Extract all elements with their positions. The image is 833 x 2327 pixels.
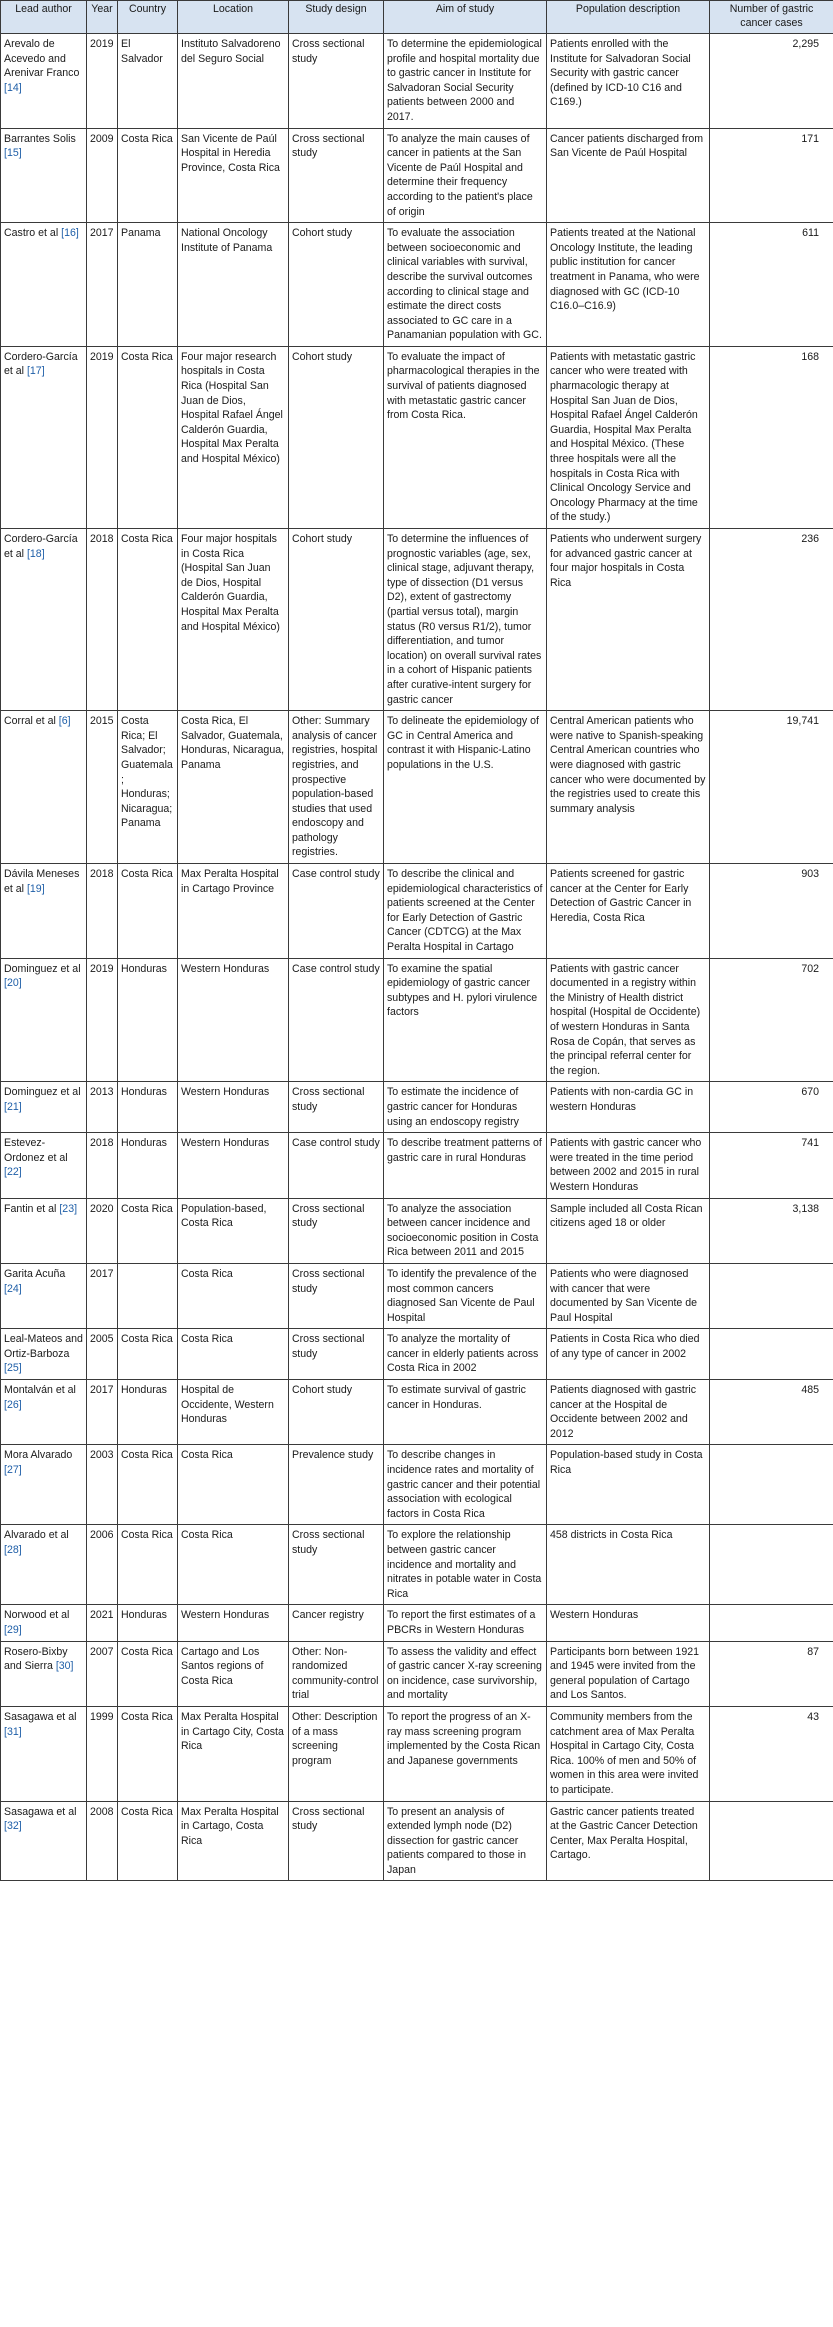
- country-cell: Costa Rica: [118, 864, 178, 959]
- location-cell: Cartago and Los Santos regions of Costa Rica: [178, 1641, 289, 1706]
- table-body: [1, 34, 833, 1881]
- study-design-cell: Cross sectional study: [289, 1801, 384, 1881]
- header-aim: Aim of study: [384, 1, 547, 34]
- lead-author-name: Corral et al: [4, 715, 59, 728]
- table-row: [1, 529, 833, 711]
- location-cell: Instituto Salvadoreno del Seguro Social: [178, 34, 289, 129]
- study-design-cell: Other: Description of a mass screening program: [289, 1706, 384, 1801]
- lead-author-cell: [1, 34, 87, 129]
- reference-link[interactable]: [26]: [4, 1398, 22, 1411]
- table-row: [1, 1605, 833, 1641]
- table-row: [1, 1198, 833, 1263]
- study-design-cell: Case control study: [289, 864, 384, 959]
- reference-link[interactable]: [25]: [4, 1362, 22, 1375]
- year-cell: 2018: [87, 864, 118, 959]
- cases-cell: [710, 1605, 833, 1641]
- cases-cell: [710, 1525, 833, 1605]
- study-design-cell: Cross sectional study: [289, 128, 384, 223]
- lead-author-name: Rosero-Bixby and Sierra: [4, 1645, 68, 1673]
- population-cell: Patients who underwent surgery for advanced gastric cancer at four major hospitals in Costa Rica: [547, 529, 710, 711]
- country-cell: Honduras: [118, 1133, 178, 1198]
- lead-author-cell: [1, 711, 87, 864]
- lead-author-name: Cordero-García et al: [4, 350, 78, 378]
- population-cell: Central American patients who were native to Spanish-speaking Central American countries who were diagnosed with gastric cancer who were documented by the registries used to create this summary analysis: [547, 711, 710, 864]
- aim-cell: To describe the clinical and epidemiological characteristics of patients screened at the Center for Early Detection of Gastric Cancer (CDTCG) at the Max Peralta Hospital in Cartago: [384, 864, 547, 959]
- location-cell: Four major hospitals in Costa Rica (Hospital San Juan de Dios, Hospital Calderón Guardia, Hospital Max Peralta and Hospital México): [178, 529, 289, 711]
- country-cell: Costa Rica: [118, 1525, 178, 1605]
- table-row: [1, 1380, 833, 1445]
- population-cell: Patients diagnosed with gastric cancer at the Hospital de Occidente between 2002 and 2012: [547, 1380, 710, 1445]
- aim-cell: To delineate the epidemiology of GC in Central America and contrast it with Hispanic-Latino populations in the U.S.: [384, 711, 547, 864]
- reference-link[interactable]: [22]: [4, 1166, 22, 1179]
- cases-cell: 2,295: [710, 34, 833, 129]
- year-cell: 2013: [87, 1082, 118, 1133]
- lead-author-cell: [1, 1641, 87, 1706]
- population-cell: Participants born between 1921 and 1945 were invited from the general population of Cartago and Los Santos.: [547, 1641, 710, 1706]
- table-row: [1, 1706, 833, 1801]
- lead-author-cell: [1, 958, 87, 1082]
- year-cell: 2015: [87, 711, 118, 864]
- population-cell: Cancer patients discharged from San Vicente de Paúl Hospital: [547, 128, 710, 223]
- cases-cell: 741: [710, 1133, 833, 1198]
- header-location: Location: [178, 1, 289, 34]
- table-row: [1, 1525, 833, 1605]
- study-design-cell: Cohort study: [289, 223, 384, 347]
- country-cell: Honduras: [118, 958, 178, 1082]
- cases-cell: 171: [710, 128, 833, 223]
- year-cell: 2019: [87, 958, 118, 1082]
- reference-link[interactable]: [14]: [4, 81, 22, 94]
- header-year: Year: [87, 1, 118, 34]
- reference-link[interactable]: [18]: [26, 547, 45, 560]
- country-cell: Costa Rica; El Salvador; Guatemala; Honduras; Nicaragua; Panama: [118, 711, 178, 864]
- study-design-cell: Prevalence study: [289, 1445, 384, 1525]
- lead-author-cell: [1, 1198, 87, 1263]
- population-cell: Community members from the catchment area of Max Peralta Hospital in Cartago City, Costa Rica. 100% of men and 50% of women in this area were invited to participate.: [547, 1706, 710, 1801]
- location-cell: Costa Rica: [178, 1329, 289, 1380]
- population-cell: Gastric cancer patients treated at the Gastric Cancer Detection Center, Max Peralta Hospital, Cartago.: [547, 1801, 710, 1881]
- country-cell: Costa Rica: [118, 1641, 178, 1706]
- country-cell: Honduras: [118, 1380, 178, 1445]
- study-design-cell: Other: Summary analysis of cancer registries, hospital registries, and prospective population-based studies that used endoscopy and pathology registries.: [289, 711, 384, 864]
- reference-link[interactable]: [6]: [58, 715, 71, 728]
- year-cell: 2017: [87, 1380, 118, 1445]
- lead-author-name: Mora Alvarado: [4, 1449, 73, 1462]
- population-cell: Patients screened for gastric cancer at the Center for Early Detection of Gastric Cancer in Heredia, Costa Rica: [547, 864, 710, 959]
- lead-author-cell: [1, 864, 87, 959]
- cases-cell: [710, 1801, 833, 1881]
- table-row: [1, 34, 833, 129]
- table-row: [1, 1801, 833, 1881]
- reference-link[interactable]: [23]: [59, 1202, 78, 1215]
- year-cell: 2008: [87, 1801, 118, 1881]
- location-cell: San Vicente de Paúl Hospital in Heredia Province, Costa Rica: [178, 128, 289, 223]
- study-design-cell: Cohort study: [289, 529, 384, 711]
- lead-author-cell: [1, 223, 87, 347]
- lead-author-cell: [1, 1133, 87, 1198]
- table-row: [1, 1445, 833, 1525]
- year-cell: 2005: [87, 1329, 118, 1380]
- country-cell: Costa Rica: [118, 1801, 178, 1881]
- reference-link[interactable]: [17]: [26, 365, 45, 378]
- reference-link[interactable]: [24]: [4, 1282, 22, 1295]
- aim-cell: To evaluate the association between socioeconomic and clinical variables with survival, describe the survival outcomes according to clinical stage and estimate the direct costs associated to GC care in a Panamanian population with GC.: [384, 223, 547, 347]
- reference-link[interactable]: [28]: [4, 1544, 22, 1556]
- reference-link[interactable]: [31]: [4, 1725, 22, 1738]
- country-cell: Costa Rica: [118, 1329, 178, 1380]
- study-design-cell: Cohort study: [289, 346, 384, 528]
- aim-cell: To analyze the main causes of cancer in patients at the San Vicente de Paúl Hospital and determine their frequency according to the patient's place of origin: [384, 128, 547, 223]
- year-cell: 2018: [87, 1133, 118, 1198]
- country-cell: Costa Rica: [118, 128, 178, 223]
- country-cell: Panama: [118, 223, 178, 347]
- lead-author-cell: [1, 128, 87, 223]
- population-cell: Western Honduras: [547, 1605, 710, 1641]
- lead-author-name: Sasagawa et al: [4, 1710, 77, 1723]
- table-row: [1, 1133, 833, 1198]
- lead-author-cell: [1, 1605, 87, 1641]
- header-cases: Number of gastric cancer cases: [710, 1, 833, 34]
- reference-link[interactable]: [15]: [4, 147, 22, 160]
- location-cell: Max Peralta Hospital in Cartago City, Costa Rica: [178, 1706, 289, 1801]
- location-cell: Costa Rica, El Salvador, Guatemala, Honduras, Nicaragua, Panama: [178, 711, 289, 864]
- lead-author-cell: [1, 1801, 87, 1881]
- lead-author-name: Alvarado et al: [4, 1529, 69, 1542]
- aim-cell: To determine the influences of prognostic variables (age, sex, clinical stage, adjuvant therapy, type of dissection (D1 versus D2), extent of gastrectomy (partial versus total), margin status (R0 versus R1/2), tumor differentiation, and tumor location) on overall survival rates in a cohort of Hispanic patients after curative-intent surgery for gastric cancer: [384, 529, 547, 711]
- location-cell: Max Peralta Hospital in Cartago, Costa Rica: [178, 1801, 289, 1881]
- cases-cell: 702: [710, 958, 833, 1082]
- country-cell: El Salvador: [118, 34, 178, 129]
- location-cell: Western Honduras: [178, 1605, 289, 1641]
- year-cell: 2007: [87, 1641, 118, 1706]
- population-cell: Patients with gastric cancer who were treated in the time period between 2002 and 2015 in rural Western Honduras: [547, 1133, 710, 1198]
- header-study-design: Study design: [289, 1, 384, 34]
- cases-cell: 168: [710, 346, 833, 528]
- lead-author-name: Fantin et al: [4, 1202, 60, 1215]
- lead-author-name: Leal-Mateos and Ortiz-Barboza: [4, 1333, 83, 1360]
- population-cell: 458 districts in Costa Rica: [547, 1525, 710, 1605]
- location-cell: Costa Rica: [178, 1445, 289, 1525]
- aim-cell: To report the first estimates of a PBCRs in Western Honduras: [384, 1605, 547, 1641]
- aim-cell: To examine the spatial epidemiology of gastric cancer subtypes and H. pylori virulence factors: [384, 958, 547, 1082]
- study-design-cell: Cross sectional study: [289, 1198, 384, 1263]
- aim-cell: To evaluate the impact of pharmacological therapies in the survival of patients diagnosed with metastatic gastric cancer from Costa Rica.: [384, 346, 547, 528]
- lead-author-cell: [1, 1380, 87, 1445]
- cases-cell: 611: [710, 223, 833, 347]
- year-cell: 2006: [87, 1525, 118, 1605]
- year-cell: 2003: [87, 1445, 118, 1525]
- study-design-cell: Cohort study: [289, 1380, 384, 1445]
- lead-author-cell: [1, 529, 87, 711]
- cases-cell: 903: [710, 864, 833, 959]
- lead-author-cell: [1, 1706, 87, 1801]
- aim-cell: To assess the validity and effect of gastric cancer X-ray screening on incidence, case survivorship, and mortality: [384, 1641, 547, 1706]
- population-cell: Patients with gastric cancer documented in a registry within the Ministry of Health district hospital (Hospital de Occidente) of western Honduras in Santa Rosa de Copán, that serves as the principal referral center for the region.: [547, 958, 710, 1082]
- population-cell: Patients with metastatic gastric cancer who were treated with pharmacologic therapy at Hospital San Juan de Dios, Hospital Rafael Ángel Calderón Guardia, Hospital Max Peralta and Hospital México. (These three hospitals were all the hospitals in Costa Rica with Clinical Oncology Service and Oncology Pharmacy at the time of the study.): [547, 346, 710, 528]
- header-population: Population description: [547, 1, 710, 34]
- location-cell: Western Honduras: [178, 1082, 289, 1133]
- reference-link[interactable]: [20]: [4, 977, 22, 990]
- lead-author-name: Arevalo de Acevedo and Arenivar Franco: [4, 38, 80, 80]
- location-cell: Four major research hospitals in Costa Rica (Hospital San Juan de Dios, Hospital Rafael Ángel Calderón Guardia, Hospital Max Peralta and Hospital México): [178, 346, 289, 528]
- cases-cell: [710, 1263, 833, 1328]
- year-cell: 2017: [87, 223, 118, 347]
- study-design-cell: Cross sectional study: [289, 1525, 384, 1605]
- aim-cell: To analyze the mortality of cancer in elderly patients across Costa Rica in 2002: [384, 1329, 547, 1380]
- cases-cell: 3,138: [710, 1198, 833, 1263]
- country-cell: Honduras: [118, 1082, 178, 1133]
- country-cell: Costa Rica: [118, 1198, 178, 1263]
- reference-link[interactable]: [19]: [26, 882, 45, 895]
- table-row: [1, 1263, 833, 1328]
- aim-cell: To analyze the association between cancer incidence and socioeconomic position in Costa Rica between 2011 and 2015: [384, 1198, 547, 1263]
- location-cell: Western Honduras: [178, 1133, 289, 1198]
- aim-cell: To identify the prevalence of the most common cancers diagnosed San Vicente de Paul Hospital: [384, 1263, 547, 1328]
- reference-link[interactable]: [21]: [4, 1100, 22, 1113]
- country-cell: Honduras: [118, 1605, 178, 1641]
- aim-cell: To estimate the incidence of gastric cancer for Honduras using an endoscopy registry: [384, 1082, 547, 1133]
- cases-cell: 43: [710, 1706, 833, 1801]
- location-cell: Max Peralta Hospital in Cartago Province: [178, 864, 289, 959]
- year-cell: 2019: [87, 34, 118, 129]
- cases-cell: 87: [710, 1641, 833, 1706]
- aim-cell: To describe changes in incidence rates and mortality of gastric cancer and their potential association with ecological factors in Costa Rica: [384, 1445, 547, 1525]
- lead-author-cell: [1, 1445, 87, 1525]
- cases-cell: 485: [710, 1380, 833, 1445]
- lead-author-name: Estevez-Ordonez et al: [4, 1137, 68, 1164]
- aim-cell: To describe treatment patterns of gastric care in rural Honduras: [384, 1133, 547, 1198]
- year-cell: 1999: [87, 1706, 118, 1801]
- location-cell: Population-based, Costa Rica: [178, 1198, 289, 1263]
- reference-link[interactable]: [16]: [61, 227, 79, 240]
- reference-link[interactable]: [27]: [4, 1464, 22, 1477]
- lead-author-name: Dávila Meneses et al: [4, 868, 80, 895]
- cases-cell: 19,741: [710, 711, 833, 864]
- year-cell: 2018: [87, 529, 118, 711]
- lead-author-name: Garita Acuña: [4, 1267, 66, 1280]
- country-cell: Costa Rica: [118, 1706, 178, 1801]
- study-design-cell: Cancer registry: [289, 1605, 384, 1641]
- year-cell: 2021: [87, 1605, 118, 1641]
- lead-author-cell: [1, 1329, 87, 1380]
- study-design-cell: Cross sectional study: [289, 34, 384, 129]
- table-row: [1, 958, 833, 1082]
- header-lead-author: Lead author: [1, 1, 87, 34]
- table-row: [1, 711, 833, 864]
- lead-author-name: Cordero-García et al: [4, 533, 78, 560]
- aim-cell: To report the progress of an X-ray mass screening program implemented by the Costa Rican and Japanese governments: [384, 1706, 547, 1801]
- reference-link[interactable]: [32]: [4, 1820, 22, 1833]
- lead-author-cell: [1, 1525, 87, 1605]
- lead-author-name: Dominguez et al: [4, 1086, 81, 1099]
- study-design-cell: Case control study: [289, 1133, 384, 1198]
- study-design-cell: Cross sectional study: [289, 1263, 384, 1328]
- header-country: Country: [118, 1, 178, 34]
- population-cell: Patients who were diagnosed with cancer that were documented by San Vicente de Paul Hospital: [547, 1263, 710, 1328]
- location-cell: Hospital de Occidente, Western Honduras: [178, 1380, 289, 1445]
- cases-cell: 670: [710, 1082, 833, 1133]
- location-cell: Costa Rica: [178, 1263, 289, 1328]
- location-cell: National Oncology Institute of Panama: [178, 223, 289, 347]
- lead-author-name: Sasagawa et al: [4, 1805, 77, 1818]
- study-design-cell: Other: Non-randomized community-control trial: [289, 1641, 384, 1706]
- country-cell: Costa Rica: [118, 529, 178, 711]
- aim-cell: To determine the epidemiological profile and hospital mortality due to gastric cancer in Institute for Salvadoran Social Security patients between 2000 and 2017.: [384, 34, 547, 129]
- study-design-cell: Cross sectional study: [289, 1082, 384, 1133]
- table-row: [1, 346, 833, 528]
- country-cell: Costa Rica: [118, 1445, 178, 1525]
- population-cell: Patients enrolled with the Institute for Salvadoran Social Security with gastric cancer (defined by ICD-10 C16 and C169.): [547, 34, 710, 129]
- population-cell: Patients with non-cardia GC in western Honduras: [547, 1082, 710, 1133]
- country-cell: Costa Rica: [118, 346, 178, 528]
- lead-author-cell: [1, 1263, 87, 1328]
- table-row: [1, 1082, 833, 1133]
- reference-link[interactable]: [29]: [4, 1623, 22, 1636]
- cases-cell: [710, 1329, 833, 1380]
- aim-cell: To present an analysis of extended lymph node (D2) dissection for gastric cancer patients compared to those in Japan: [384, 1801, 547, 1881]
- table-row: [1, 223, 833, 347]
- study-design-cell: Case control study: [289, 958, 384, 1082]
- table-header-row: [1, 1, 833, 34]
- year-cell: 2009: [87, 128, 118, 223]
- population-cell: Patients in Costa Rica who died of any type of cancer in 2002: [547, 1329, 710, 1380]
- population-cell: Patients treated at the National Oncology Institute, the leading public institution for cancer treatment in Panama, who were diagnosed with GC (ICD-10 C16.0–C16.9): [547, 223, 710, 347]
- lead-author-cell: [1, 346, 87, 528]
- table-row: [1, 1329, 833, 1380]
- lead-author-name: Montalván et al: [4, 1384, 76, 1397]
- cases-cell: 236: [710, 529, 833, 711]
- table-row: [1, 864, 833, 959]
- year-cell: 2019: [87, 346, 118, 528]
- study-design-cell: Cross sectional study: [289, 1329, 384, 1380]
- cases-cell: [710, 1445, 833, 1525]
- table-row: [1, 1641, 833, 1706]
- lead-author-name: Barrantes Solis: [4, 132, 76, 145]
- location-cell: Costa Rica: [178, 1525, 289, 1605]
- lead-author-cell: [1, 1082, 87, 1133]
- country-cell: [118, 1263, 178, 1328]
- aim-cell: To explore the relationship between gastric cancer incidence and mortality and nitrates in potable water in Costa Rica: [384, 1525, 547, 1605]
- population-cell: Population-based study in Costa Rica: [547, 1445, 710, 1525]
- location-cell: Western Honduras: [178, 958, 289, 1082]
- aim-cell: To estimate survival of gastric cancer in Honduras.: [384, 1380, 547, 1445]
- lead-author-name: Castro et al: [4, 227, 62, 240]
- lead-author-name: Norwood et al: [4, 1609, 70, 1622]
- table-row: [1, 128, 833, 223]
- population-cell: Sample included all Costa Rican citizens aged 18 or older: [547, 1198, 710, 1263]
- lead-author-name: Dominguez et al: [4, 962, 81, 975]
- reference-link[interactable]: [30]: [55, 1660, 74, 1673]
- year-cell: 2020: [87, 1198, 118, 1263]
- year-cell: 2017: [87, 1263, 118, 1328]
